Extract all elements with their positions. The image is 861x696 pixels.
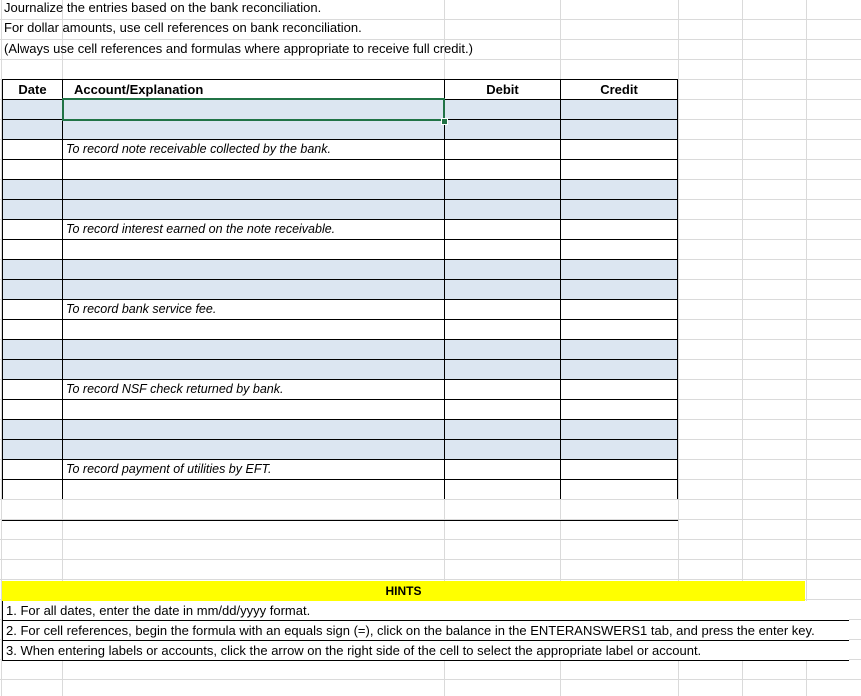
- journal-row: [2, 299, 678, 319]
- header-credit: Credit: [560, 79, 678, 99]
- explanation-cell[interactable]: To record bank service fee.: [62, 299, 444, 319]
- account-cell[interactable]: [62, 359, 444, 379]
- credit-cell[interactable]: [560, 459, 678, 479]
- credit-cell[interactable]: [560, 379, 678, 399]
- debit-cell[interactable]: [444, 179, 560, 199]
- credit-cell[interactable]: [560, 219, 678, 239]
- debit-cell[interactable]: [444, 299, 560, 319]
- date-cell[interactable]: [2, 259, 62, 279]
- journal-header-row: [2, 79, 678, 99]
- journal-row: [2, 479, 678, 499]
- credit-cell[interactable]: [560, 179, 678, 199]
- instruction-line-2: For dollar amounts, use cell references on bank reconciliation.: [4, 20, 362, 35]
- debit-cell[interactable]: [444, 119, 560, 139]
- account-cell[interactable]: [62, 259, 444, 279]
- credit-cell[interactable]: [560, 339, 678, 359]
- credit-cell[interactable]: [560, 199, 678, 219]
- date-cell[interactable]: [2, 219, 62, 239]
- journal-row: [2, 459, 678, 479]
- header-account: Account/Explanation: [62, 79, 444, 99]
- explanation-cell[interactable]: To record interest earned on the note receivable.: [62, 219, 444, 239]
- instruction-line-3: (Always use cell references and formulas where appropriate to receive full credit.): [4, 41, 473, 56]
- debit-cell[interactable]: [444, 199, 560, 219]
- debit-cell[interactable]: [444, 399, 560, 419]
- journal-row: [2, 159, 678, 179]
- journal-row: [2, 239, 678, 259]
- date-cell[interactable]: [2, 399, 62, 419]
- date-cell[interactable]: [2, 279, 62, 299]
- journal-row: [2, 219, 678, 239]
- debit-cell[interactable]: [444, 259, 560, 279]
- date-cell[interactable]: [2, 99, 62, 119]
- debit-cell[interactable]: [444, 379, 560, 399]
- account-cell[interactable]: [62, 319, 444, 339]
- date-cell[interactable]: [2, 319, 62, 339]
- date-cell[interactable]: [2, 179, 62, 199]
- date-cell[interactable]: [2, 159, 62, 179]
- date-cell[interactable]: [2, 299, 62, 319]
- journal-row: [2, 259, 678, 279]
- account-cell[interactable]: [62, 399, 444, 419]
- credit-cell[interactable]: [560, 319, 678, 339]
- credit-cell[interactable]: [560, 479, 678, 499]
- debit-cell[interactable]: [444, 319, 560, 339]
- journal-row: [2, 139, 678, 159]
- debit-cell[interactable]: [444, 459, 560, 479]
- explanation-cell[interactable]: To record NSF check returned by bank.: [62, 379, 444, 399]
- hint-1: 1. For all dates, enter the date in mm/dd/yyyy format.: [2, 601, 849, 621]
- explanation-cell[interactable]: To record note receivable collected by the bank.: [62, 139, 444, 159]
- journal-row: [2, 379, 678, 399]
- date-cell[interactable]: [2, 479, 62, 499]
- credit-cell[interactable]: [560, 359, 678, 379]
- active-cell-selection[interactable]: [62, 98, 445, 121]
- debit-cell[interactable]: [444, 279, 560, 299]
- debit-cell[interactable]: [444, 439, 560, 459]
- date-cell[interactable]: [2, 439, 62, 459]
- account-cell[interactable]: [62, 419, 444, 439]
- header-debit: Debit: [444, 79, 560, 99]
- account-cell[interactable]: [62, 279, 444, 299]
- date-cell[interactable]: [2, 339, 62, 359]
- date-cell[interactable]: [2, 139, 62, 159]
- credit-cell[interactable]: [560, 279, 678, 299]
- account-cell[interactable]: [62, 199, 444, 219]
- instruction-line-1: Journalize the entries based on the bank reconciliation.: [4, 0, 322, 15]
- account-cell[interactable]: [62, 339, 444, 359]
- journal-row: [2, 119, 678, 139]
- journal-row: [2, 399, 678, 419]
- debit-cell[interactable]: [444, 419, 560, 439]
- journal-row: [2, 339, 678, 359]
- credit-cell[interactable]: [560, 119, 678, 139]
- hint-2: 2. For cell references, begin the formula with an equals sign (=), click on the balance in the ENTERANSWERS1 tab, and press the enter key.: [2, 621, 849, 641]
- credit-cell[interactable]: [560, 299, 678, 319]
- credit-cell[interactable]: [560, 139, 678, 159]
- date-cell[interactable]: [2, 239, 62, 259]
- debit-cell[interactable]: [444, 139, 560, 159]
- journal-row: [2, 179, 678, 199]
- explanation-cell[interactable]: To record payment of utilities by EFT.: [62, 459, 444, 479]
- credit-cell[interactable]: [560, 259, 678, 279]
- debit-cell[interactable]: [444, 239, 560, 259]
- hints-header: HINTS: [2, 581, 805, 601]
- date-cell[interactable]: [2, 359, 62, 379]
- credit-cell[interactable]: [560, 159, 678, 179]
- account-cell[interactable]: [62, 439, 444, 459]
- credit-cell[interactable]: [560, 399, 678, 419]
- fill-handle[interactable]: [441, 118, 448, 125]
- journal-row: [2, 319, 678, 339]
- debit-cell[interactable]: [444, 99, 560, 119]
- credit-cell[interactable]: [560, 439, 678, 459]
- date-cell[interactable]: [2, 199, 62, 219]
- credit-cell[interactable]: [560, 419, 678, 439]
- journal-row: [2, 279, 678, 299]
- date-cell[interactable]: [2, 419, 62, 439]
- debit-cell[interactable]: [444, 359, 560, 379]
- debit-cell[interactable]: [444, 339, 560, 359]
- debit-cell[interactable]: [444, 219, 560, 239]
- debit-cell[interactable]: [444, 479, 560, 499]
- journal-row: [2, 199, 678, 219]
- account-cell[interactable]: [62, 239, 444, 259]
- header-date: Date: [2, 79, 62, 99]
- account-cell[interactable]: [62, 179, 444, 199]
- debit-cell[interactable]: [444, 159, 560, 179]
- credit-cell[interactable]: [560, 99, 678, 119]
- journal-row: [2, 419, 678, 439]
- date-cell[interactable]: [2, 459, 62, 479]
- account-cell[interactable]: [62, 119, 444, 139]
- journal-bottom-border: [2, 520, 678, 521]
- date-cell[interactable]: [2, 119, 62, 139]
- hint-3: 3. When entering labels or accounts, click the arrow on the right side of the cell to select the appropriate label or account.: [2, 641, 849, 661]
- account-cell[interactable]: [62, 159, 444, 179]
- journal-row: [2, 439, 678, 459]
- credit-cell[interactable]: [560, 239, 678, 259]
- journal-row: [2, 359, 678, 379]
- date-cell[interactable]: [2, 379, 62, 399]
- account-cell[interactable]: [62, 479, 444, 499]
